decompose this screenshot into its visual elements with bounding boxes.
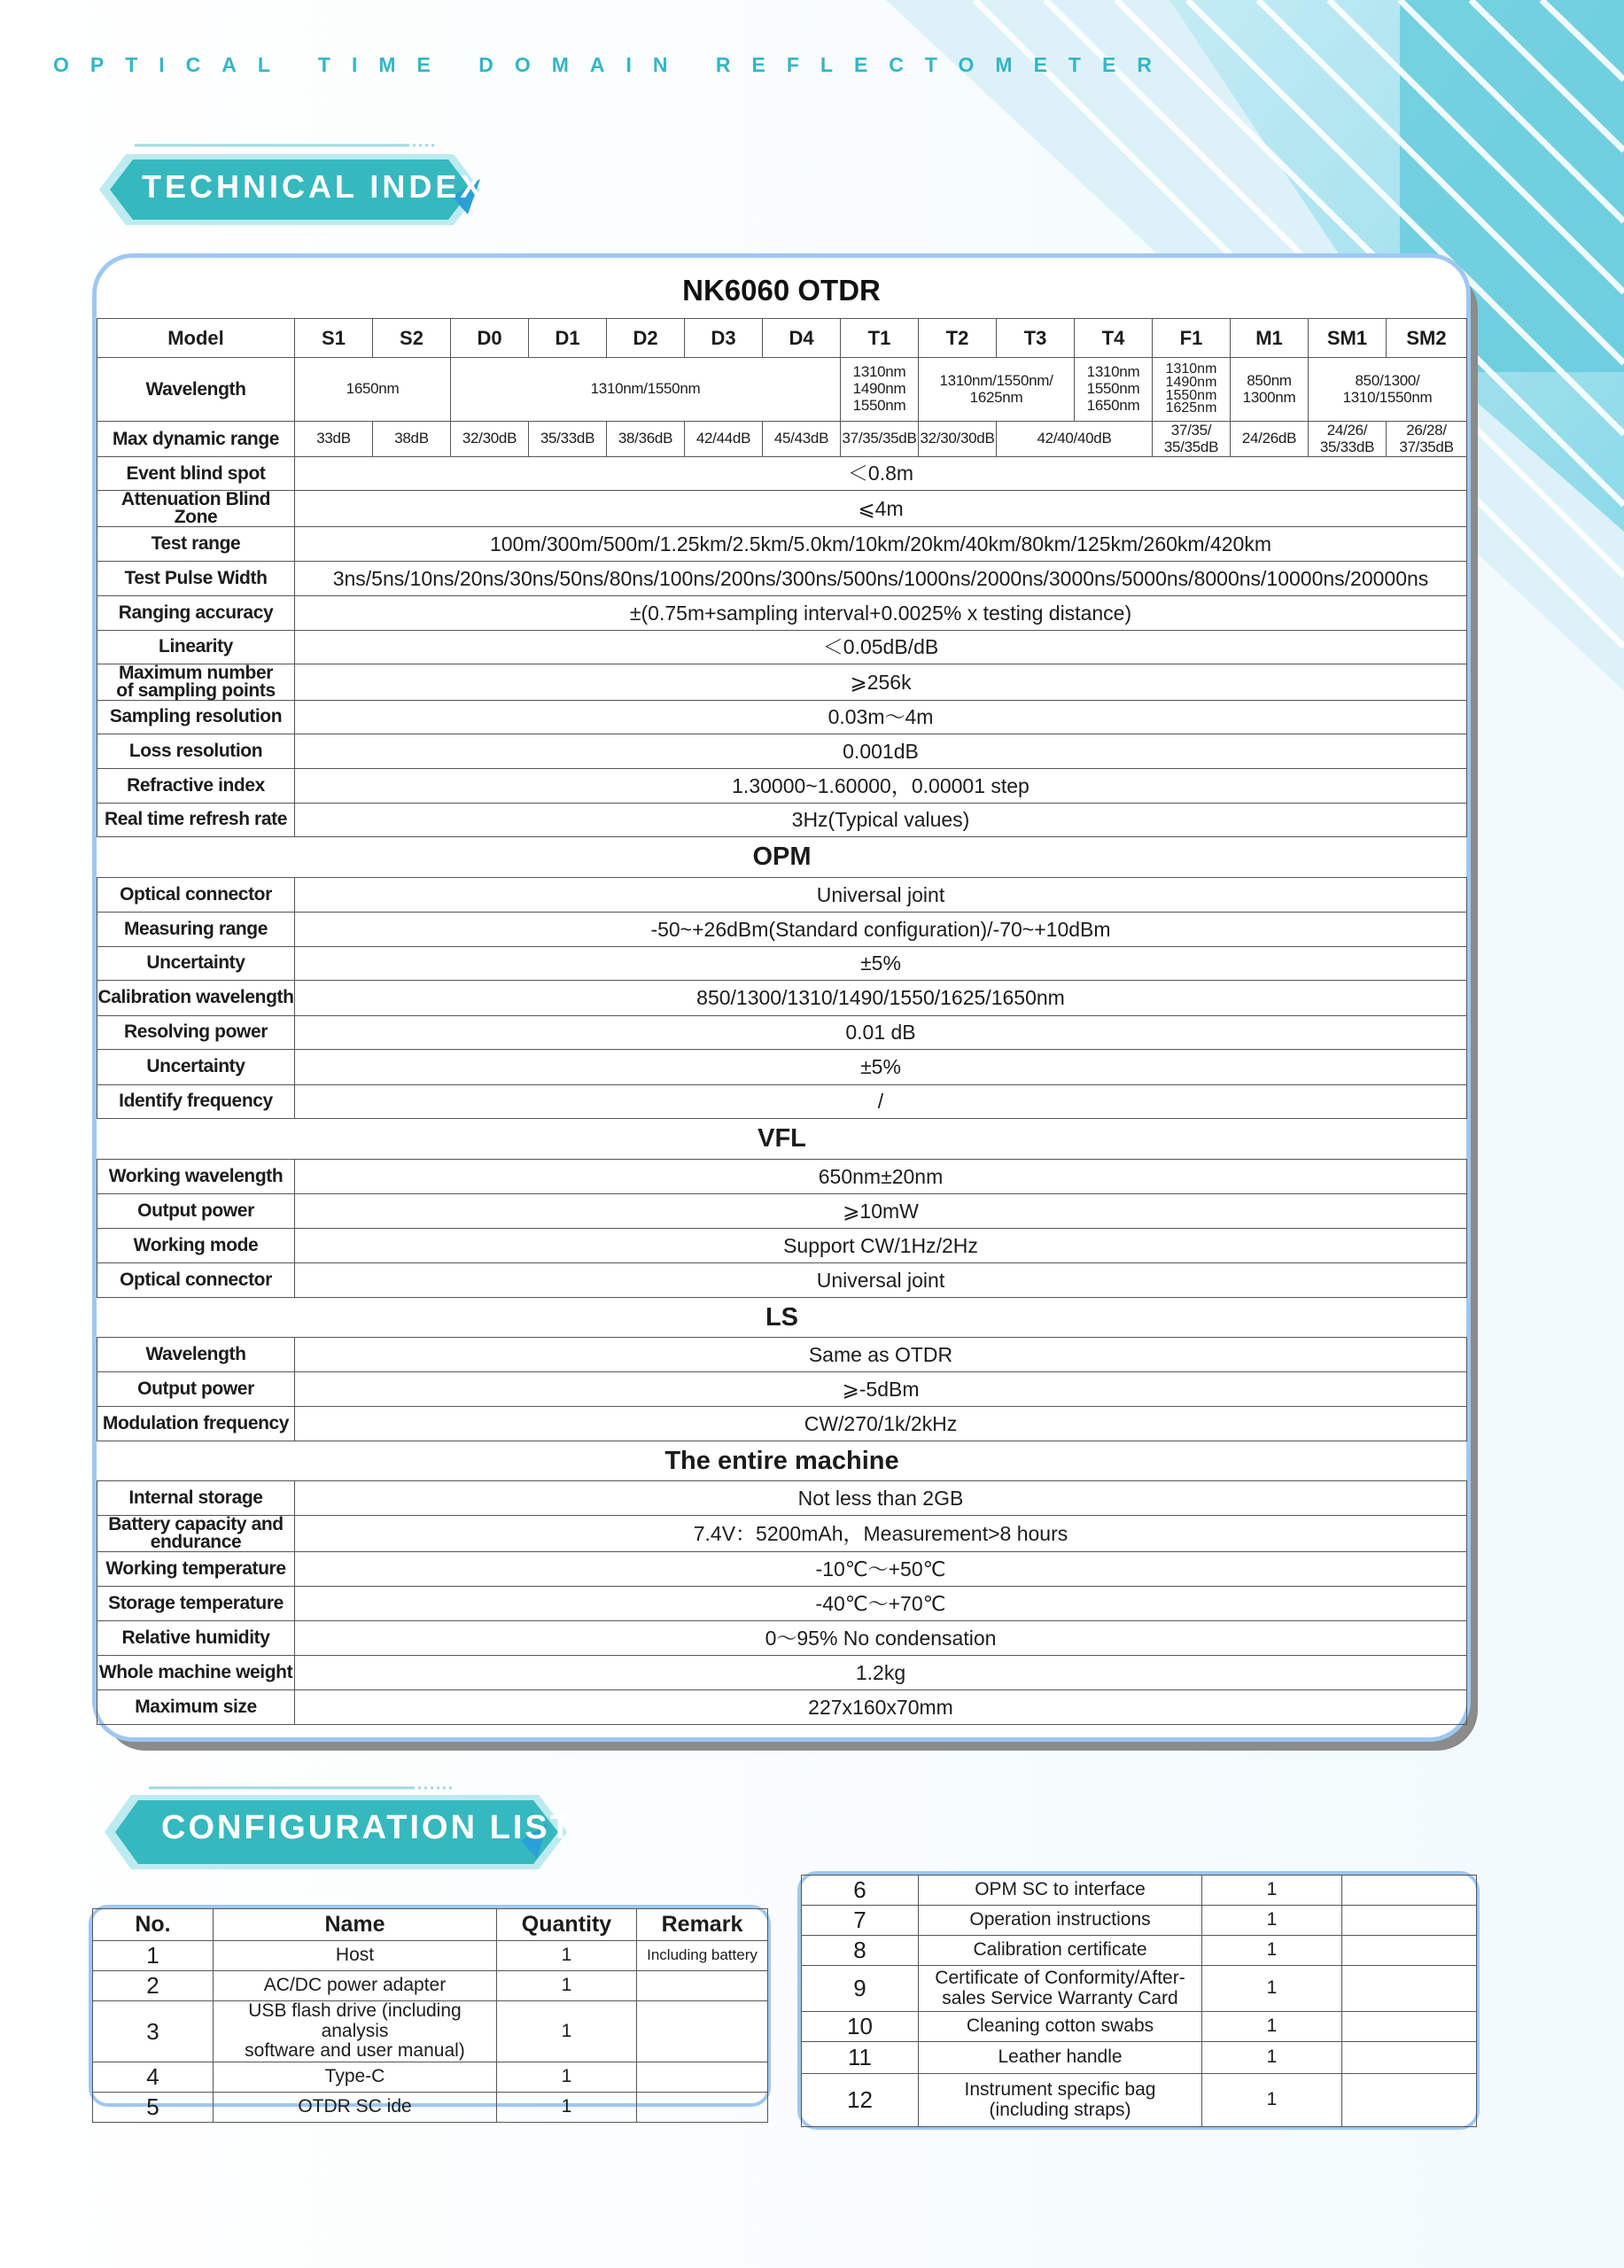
config-qty: 1	[497, 1941, 637, 1971]
spec-row	[97, 491, 1467, 527]
spec-row	[97, 1084, 1467, 1118]
model-s2: S2	[373, 319, 451, 358]
spec-value: ⩾256k	[295, 664, 1467, 700]
spec-value: -40℃～+70℃	[295, 1586, 1467, 1620]
config-name-line: sales Service Warranty Card	[942, 1987, 1178, 2008]
config-row	[93, 2001, 768, 2062]
spec-label: Optical connector	[97, 1262, 295, 1297]
config-row	[93, 1941, 768, 1971]
dr-s2: 38dB	[373, 422, 451, 457]
model-m1: M1	[1231, 319, 1309, 358]
spec-label-line: Battery capacity and	[108, 1513, 284, 1534]
spec-label	[97, 1515, 295, 1551]
wavelength-f1-line: 1550nm	[1165, 387, 1217, 403]
config-remark	[637, 1971, 768, 2001]
spec-value: 0～95% No condensation	[295, 1620, 1467, 1655]
spec-row	[97, 1337, 1467, 1371]
config-no: 10	[802, 2012, 919, 2042]
config-qty: 1	[1202, 1906, 1342, 1936]
config-table-left	[92, 1908, 768, 2123]
technical-index-title: TECHNICAL INDEX	[142, 168, 486, 205]
model-t3: T3	[997, 319, 1075, 358]
spec-value: 3Hz(Typical values)	[295, 803, 1467, 836]
config-no: 4	[93, 2062, 214, 2093]
spec-value: ⩾-5dBm	[295, 1371, 1467, 1406]
config-qty: 1	[497, 1971, 637, 2001]
spec-row	[97, 457, 1467, 491]
spec-value: /	[295, 1084, 1467, 1118]
dr-d2: 38/36dB	[607, 422, 685, 457]
spec-label: Resolving power	[97, 1015, 295, 1049]
config-remark	[1342, 1906, 1477, 1936]
spec-label: Calibration wavelength	[97, 980, 295, 1015]
wavelength-sm-line: 1310/1550nm	[1342, 388, 1433, 406]
model-d0: D0	[451, 319, 529, 358]
wavelength-t1-line: 1550nm	[852, 396, 906, 414]
spec-row	[97, 768, 1467, 803]
dr-sm1	[1309, 422, 1387, 457]
dr-d4: 45/43dB	[763, 422, 841, 457]
spec-row	[97, 664, 1467, 700]
config-qty: 1	[1202, 1966, 1342, 2012]
spec-label: Internal storage	[97, 1480, 295, 1515]
spec-row	[97, 526, 1467, 561]
configuration-list-title: CONFIGURATION LIST	[161, 1809, 573, 1846]
wavelength-row	[97, 358, 1467, 422]
spec-value: ＜0.05dB/dB	[295, 630, 1467, 664]
spec-label: Working temperature	[97, 1551, 295, 1586]
wavelength-t4	[1075, 358, 1153, 422]
config-name: Leather handle	[919, 2042, 1202, 2074]
config-name: AC/DC power adapter	[214, 1971, 497, 2001]
config-header-row	[93, 1909, 768, 1941]
config-list-right	[797, 1871, 1480, 2130]
spec-value: ±(0.75m+sampling interval+0.0025% x testing distance)	[295, 595, 1467, 630]
config-no: 3	[93, 2001, 214, 2062]
spec-label: Storage temperature	[97, 1586, 295, 1620]
section-row-machine	[97, 1441, 1467, 1480]
spec-value: -50~+26dBm(Standard configuration)/-70~+10dBm	[295, 912, 1467, 946]
config-qty: 1	[1202, 2012, 1342, 2042]
config-name-line: software and user manual)	[245, 2040, 465, 2062]
wavelength-t4-line: 1650nm	[1086, 396, 1140, 414]
spec-row	[97, 595, 1467, 630]
config-remark	[1342, 1936, 1477, 1966]
model-d3: D3	[685, 319, 763, 358]
spec-label: Measuring range	[97, 912, 295, 946]
wavelength-sm	[1309, 358, 1467, 422]
spec-row	[97, 630, 1467, 664]
spec-label-line: endurance	[150, 1531, 242, 1552]
wavelength-t4-line: 1550nm	[1086, 380, 1140, 398]
config-qty: 1	[497, 2001, 637, 2062]
configuration-list-banner	[105, 1783, 574, 1876]
model-sm2: SM2	[1387, 319, 1467, 358]
config-no: 11	[802, 2042, 919, 2074]
spec-label: Attenuation Blind Zone	[97, 491, 295, 527]
spec-label: Real time refresh rate	[97, 803, 295, 836]
spec-value: ±5%	[295, 1049, 1467, 1084]
config-name: OTDR SC ide	[214, 2093, 497, 2123]
spec-row	[97, 1159, 1467, 1193]
dr-sm2	[1387, 422, 1467, 457]
spec-value: CW/270/1k/2kHz	[295, 1406, 1467, 1441]
model-d4: D4	[763, 319, 841, 358]
config-name: Type-C	[214, 2062, 497, 2093]
spec-row	[97, 946, 1467, 980]
wavelength-t23-line: 1310nm/1550nm/	[939, 371, 1053, 389]
dr-sm1-line: 35/33dB	[1319, 438, 1375, 455]
spec-value: 3ns/5ns/10ns/20ns/30ns/50ns/80ns/100ns/200ns/300ns/500ns/1000ns/2000ns/3000ns/5000ns/8000ns/10000ns/20000ns	[295, 561, 1467, 595]
wavelength-t23	[919, 358, 1075, 422]
section-row-opm	[97, 836, 1467, 877]
dr-t2: 32/30/30dB	[919, 422, 997, 457]
spec-row	[97, 700, 1467, 734]
config-row	[802, 2012, 1477, 2042]
config-qty: 1	[1202, 2042, 1342, 2074]
wavelength-d: 1310nm/1550nm	[451, 358, 841, 422]
dr-s1: 33dB	[295, 422, 373, 457]
wavelength-t1-line: 1310nm	[852, 363, 906, 381]
spec-row	[97, 1551, 1467, 1586]
spec-value: 1.30000~1.60000，0.00001 step	[295, 768, 1467, 803]
config-qty: 1	[1202, 1876, 1342, 1906]
wavelength-f1-line: 1625nm	[1165, 400, 1217, 416]
spec-row	[97, 1228, 1467, 1262]
dr-f1	[1153, 422, 1231, 457]
spec-label: Test Pulse Width	[97, 561, 295, 595]
wavelength-m1-line: 1300nm	[1242, 388, 1296, 406]
spec-label: Ranging accuracy	[97, 595, 295, 630]
spec-label: Sampling resolution	[97, 700, 295, 734]
config-remark	[1342, 1966, 1477, 2012]
spec-value: 0.001dB	[295, 734, 1467, 768]
dr-f1-line: 37/35/	[1170, 421, 1212, 439]
spec-value: Universal joint	[295, 1262, 1467, 1297]
wavelength-t1-line: 1490nm	[852, 380, 906, 398]
spec-value: Same as OTDR	[295, 1337, 1467, 1371]
dr-f1-line: 35/35dB	[1163, 438, 1219, 455]
config-remark	[637, 2001, 768, 2062]
config-remark	[637, 2093, 768, 2123]
config-qty: 1	[497, 2062, 637, 2093]
section-row-ls	[97, 1297, 1467, 1337]
spec-row	[97, 1586, 1467, 1620]
spec-label: Relative humidity	[97, 1620, 295, 1655]
section-title-opm: OPM	[97, 836, 1467, 877]
spec-card	[92, 253, 1471, 1742]
dr-t34: 42/40/40dB	[997, 422, 1153, 457]
model-d1: D1	[529, 319, 607, 358]
wavelength-s: 1650nm	[295, 358, 451, 422]
model-label: Model	[97, 319, 295, 358]
config-header-remark: Remark	[637, 1909, 768, 1941]
spec-card-title: NK6060 OTDR	[682, 274, 881, 307]
dynamic-range-row	[97, 422, 1467, 457]
spec-label: Working mode	[97, 1228, 295, 1262]
config-name-line: Instrument specific bag	[964, 2078, 1156, 2100]
config-name: Host	[214, 1941, 497, 1971]
config-qty: 1	[1202, 2074, 1342, 2127]
config-remark	[1342, 2012, 1477, 2042]
dr-d0: 32/30dB	[451, 422, 529, 457]
config-name-line: Certificate of Conformity/After-	[935, 1967, 1185, 1988]
section-title-machine: The entire machine	[97, 1441, 1467, 1480]
config-no: 1	[93, 1941, 214, 1971]
config-no: 6	[802, 1876, 919, 1906]
config-remark	[1342, 2074, 1477, 2127]
spec-value: 0.01 dB	[295, 1015, 1467, 1049]
config-row	[93, 2093, 768, 2123]
config-name: OPM SC to interface	[919, 1876, 1202, 1906]
model-sm1: SM1	[1309, 319, 1387, 358]
wavelength-sm-line: 850/1300/	[1355, 371, 1420, 389]
config-row	[802, 1966, 1477, 2012]
dr-d3: 42/44dB	[685, 422, 763, 457]
config-list-left	[89, 1905, 771, 2121]
config-row	[802, 1906, 1477, 1936]
spec-label-line: of sampling points	[116, 680, 276, 701]
spec-value: 1.2kg	[295, 1655, 1467, 1689]
spec-row	[97, 1193, 1467, 1228]
spec-row	[97, 734, 1467, 768]
model-t1: T1	[841, 319, 919, 358]
spec-label: Identify frequency	[97, 1084, 295, 1118]
config-header-quantity: Quantity	[497, 1909, 637, 1941]
spec-row	[97, 877, 1467, 912]
spec-label: Event blind spot	[97, 457, 295, 491]
spec-label: Optical connector	[97, 877, 295, 912]
dr-sm2-line: 37/35dB	[1399, 438, 1454, 455]
spec-row	[97, 1620, 1467, 1655]
config-row	[802, 2042, 1477, 2074]
spec-value: -10℃～+50℃	[295, 1551, 1467, 1586]
config-name: Cleaning cotton swabs	[919, 2012, 1202, 2042]
spec-row	[97, 803, 1467, 836]
wavelength-m1	[1231, 358, 1309, 422]
spec-label: Uncertainty	[97, 1049, 295, 1084]
spec-label: Refractive index	[97, 768, 295, 803]
spec-value: 650nm±20nm	[295, 1159, 1467, 1193]
spec-label: Output power	[97, 1371, 295, 1406]
config-no: 12	[802, 2074, 919, 2127]
spec-label: Maximum size	[97, 1689, 295, 1724]
spec-value: Not less than 2GB	[295, 1480, 1467, 1515]
dynamic-range-label: Max dynamic range	[97, 422, 295, 457]
config-name: Calibration certificate	[919, 1936, 1202, 1966]
spec-value: ⩽4m	[295, 491, 1467, 527]
config-no: 9	[802, 1966, 919, 2012]
wavelength-t1	[841, 358, 919, 422]
config-qty: 1	[497, 2093, 637, 2123]
spec-label	[97, 664, 295, 700]
spec-row	[97, 1262, 1467, 1297]
model-d2: D2	[607, 319, 685, 358]
config-name-line: USB flash drive (including analysis	[248, 2000, 462, 2041]
spec-label: Linearity	[97, 630, 295, 664]
spec-value: Support CW/1Hz/2Hz	[295, 1228, 1467, 1262]
section-row-vfl	[97, 1118, 1467, 1159]
wavelength-label: Wavelength	[97, 358, 295, 422]
spec-label: Modulation frequency	[97, 1406, 295, 1441]
spec-label: Output power	[97, 1193, 295, 1228]
config-row	[802, 2074, 1477, 2127]
config-name-line: (including straps)	[989, 2099, 1131, 2120]
spec-value: ⩾10mW	[295, 1193, 1467, 1228]
spec-value: 100m/300m/500m/1.25km/2.5km/5.0km/10km/20km/40km/80km/125km/260km/420km	[295, 526, 1467, 561]
config-row	[802, 1876, 1477, 1906]
config-name: Operation instructions	[919, 1906, 1202, 1936]
config-row	[802, 1936, 1477, 1966]
config-no: 8	[802, 1936, 919, 1966]
spec-value: ＜0.8m	[295, 457, 1467, 491]
config-name	[919, 2074, 1202, 2127]
dr-sm1-line: 24/26/	[1326, 421, 1368, 439]
wavelength-m1-line: 850nm	[1247, 371, 1292, 389]
config-no: 5	[93, 2093, 214, 2123]
spec-row	[97, 1515, 1467, 1551]
config-no: 7	[802, 1906, 919, 1936]
spec-label: Working wavelength	[97, 1159, 295, 1193]
config-header-name: Name	[214, 1909, 497, 1941]
config-qty: 1	[1202, 1936, 1342, 1966]
spec-value: Universal joint	[295, 877, 1467, 912]
config-row	[93, 2062, 768, 2093]
config-name	[214, 2001, 497, 2062]
spec-value: 0.03m～4m	[295, 700, 1467, 734]
model-s1: S1	[295, 319, 373, 358]
spec-label: Uncertainty	[97, 946, 295, 980]
spec-row	[97, 1480, 1467, 1515]
spec-label: Test range	[97, 526, 295, 561]
config-table-right	[801, 1875, 1477, 2127]
spec-row	[97, 912, 1467, 946]
wavelength-t23-line: 1625nm	[969, 388, 1023, 406]
spec-row	[97, 1049, 1467, 1084]
spec-label: Wavelength	[97, 1337, 295, 1371]
wavelength-t4-line: 1310nm	[1086, 363, 1140, 381]
spec-label: Whole machine weight	[97, 1655, 295, 1689]
model-t2: T2	[919, 319, 997, 358]
config-row	[93, 1971, 768, 2001]
config-remark	[637, 2062, 768, 2093]
spec-row	[97, 1015, 1467, 1049]
spec-row	[97, 980, 1467, 1015]
spec-label-line: Maximum number	[118, 662, 274, 683]
wavelength-f1-line: 1310nm	[1165, 361, 1217, 377]
spec-row	[97, 1689, 1467, 1724]
spec-row	[97, 1655, 1467, 1689]
model-t4: T4	[1075, 319, 1153, 358]
dr-sm2-line: 26/28/	[1406, 421, 1447, 439]
document-top-title: OPTICAL TIME DOMAIN REFLECTOMETER	[53, 53, 1173, 76]
wavelength-f1-line: 1490nm	[1165, 374, 1217, 390]
config-name	[919, 1966, 1202, 2012]
spec-row	[97, 1406, 1467, 1441]
config-header-no: No.	[93, 1909, 214, 1941]
spec-value: 7.4V：5200mAh，Measurement>8 hours	[295, 1515, 1467, 1551]
dr-m1: 24/26dB	[1231, 422, 1309, 457]
config-no: 2	[93, 1971, 214, 2001]
model-header-row	[97, 319, 1467, 358]
spec-row	[97, 561, 1467, 595]
config-remark	[1342, 2042, 1477, 2074]
config-remark: Including battery	[637, 1941, 768, 1971]
config-remark	[1342, 1876, 1477, 1906]
section-title-vfl: VFL	[97, 1118, 1467, 1159]
spec-row	[97, 1371, 1467, 1406]
model-f1: F1	[1153, 319, 1231, 358]
spec-label: Loss resolution	[97, 734, 295, 768]
spec-table	[97, 318, 1467, 1725]
spec-value: 227x160x70mm	[295, 1689, 1467, 1724]
technical-index-banner	[99, 140, 489, 234]
section-title-ls: LS	[97, 1297, 1467, 1337]
dr-t1: 37/35/35dB	[841, 422, 919, 457]
spec-value: 850/1300/1310/1490/1550/1625/1650nm	[295, 980, 1467, 1015]
spec-value: ±5%	[295, 946, 1467, 980]
wavelength-f1	[1153, 358, 1231, 422]
dr-d1: 35/33dB	[529, 422, 607, 457]
